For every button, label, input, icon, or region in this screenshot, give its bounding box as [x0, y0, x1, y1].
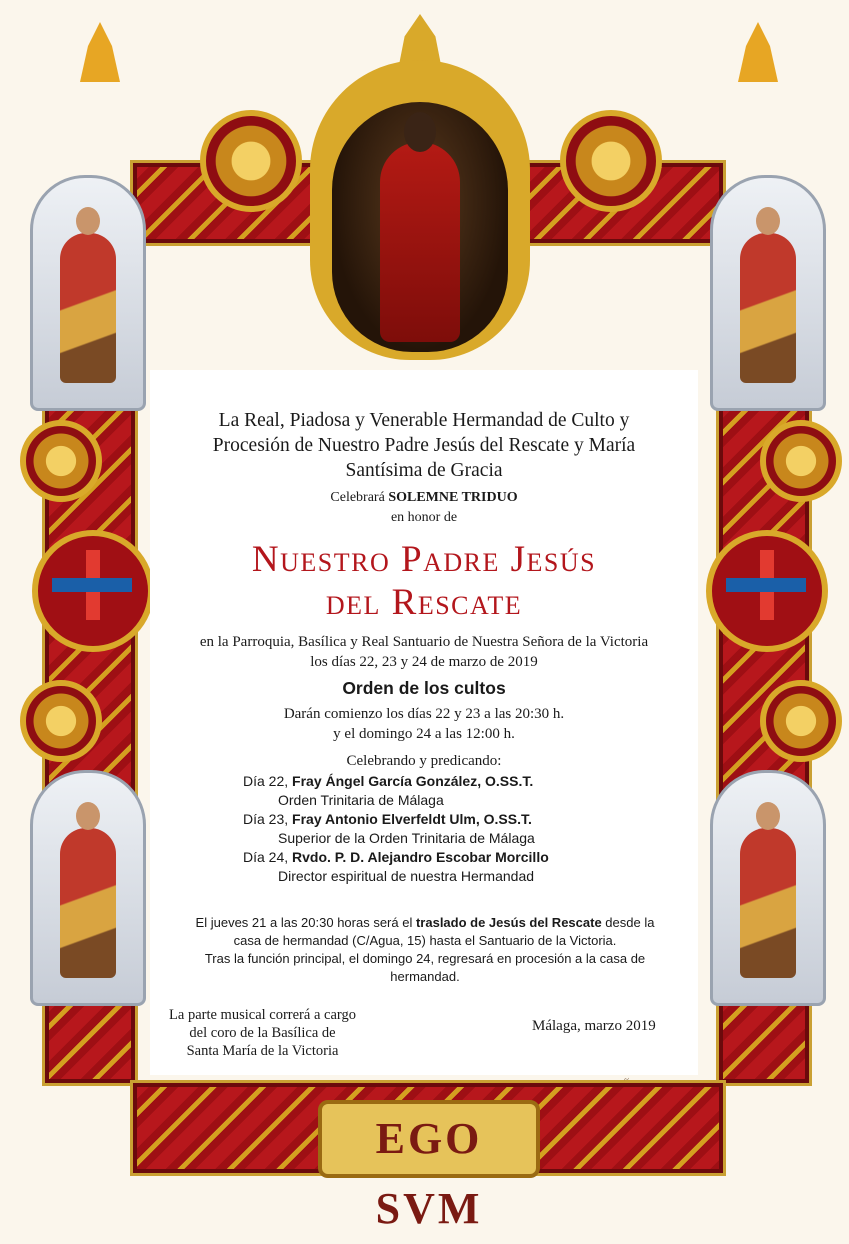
gold-scroll-ornament [560, 110, 662, 212]
saint-niche-bottom-right [710, 770, 826, 1006]
triduo-label: SOLEMNE TRIDUO [388, 490, 518, 505]
gold-scroll-ornament [200, 110, 302, 212]
place-date: Málaga, marzo 2019 [532, 1018, 656, 1034]
saint-niche-top-right [710, 175, 826, 411]
preachers-list [243, 772, 663, 886]
gold-scroll-ornament [760, 680, 842, 762]
musica-credit: La parte musical correrá a cargo del coro de la Basílica de Santa María de la Victoria [169, 1007, 356, 1059]
saint-niche-top-left [30, 175, 146, 411]
flame-icon [80, 22, 120, 82]
hermandad-line: Santísima de Gracia [345, 460, 503, 481]
preacher-role: Superior de la Orden Trinitaria de Málaga [278, 830, 535, 846]
gold-scroll-ornament [760, 420, 842, 502]
preacher-role: Director espiritual de nuestra Hermandad [278, 868, 535, 884]
orden-heading: Orden de los cultos [342, 678, 506, 698]
jesus-figure [380, 142, 460, 342]
orden-times: Darán comienzo los días 22 y 23 a las 20:30 h. y el domingo 24 a las 12:00 h. [283, 706, 565, 742]
celebra-text: Celebrará SOLEMNE TRIDUO en honor de [330, 490, 518, 525]
hermandad-name [150, 408, 698, 483]
hermandad-line: La Real, Piadosa y Venerable Hermandad de Culto y [218, 410, 630, 431]
traslado-notice: El jueves 21 a las 20:30 horas será el traslado de Jesús del Rescate desde la casa de hermandad (C/Agua, 15) hasta el Santuario de la Victoria. Tras la función principal, el domingo 24, regresará en procesión a la casa de hermandad. [195, 915, 655, 984]
jesus-medallion [310, 60, 530, 360]
ego-sum-cartouche: EGO SVM [318, 1100, 540, 1178]
preacher-item: Día 24, Rvdo. P. D. Alejandro Escobar Morcillo [243, 849, 549, 865]
gold-scroll-ornament [20, 680, 102, 762]
preacher-role: Orden Trinitaria de Málaga [278, 792, 444, 808]
saint-niche-bottom-left [30, 770, 146, 1006]
celebrando-label: Celebrando y predicando: [346, 753, 502, 769]
cross-medal-icon [32, 530, 154, 652]
cross-medal-icon [706, 530, 828, 652]
hermandad-line: Procesión de Nuestro Padre Jesús del Rescate y María [212, 435, 636, 456]
preacher-item: Día 23, Fray Antonio Elverfeldt Ulm, O.SS.T. [243, 811, 532, 827]
preacher-item: Día 22, Fray Ángel García González, O.SS.T. [243, 773, 534, 789]
artist-signature: ~ [623, 1073, 630, 1085]
flame-icon [738, 22, 778, 82]
main-title: Nuestro Padre Jesús del Rescate [251, 539, 597, 623]
gold-scroll-ornament [20, 420, 102, 502]
venue-text: en la Parroquia, Basílica y Real Santuario de Nuestra Señora de la Victoria los días 22, 23 y 24 de marzo de 2019 [199, 634, 649, 670]
